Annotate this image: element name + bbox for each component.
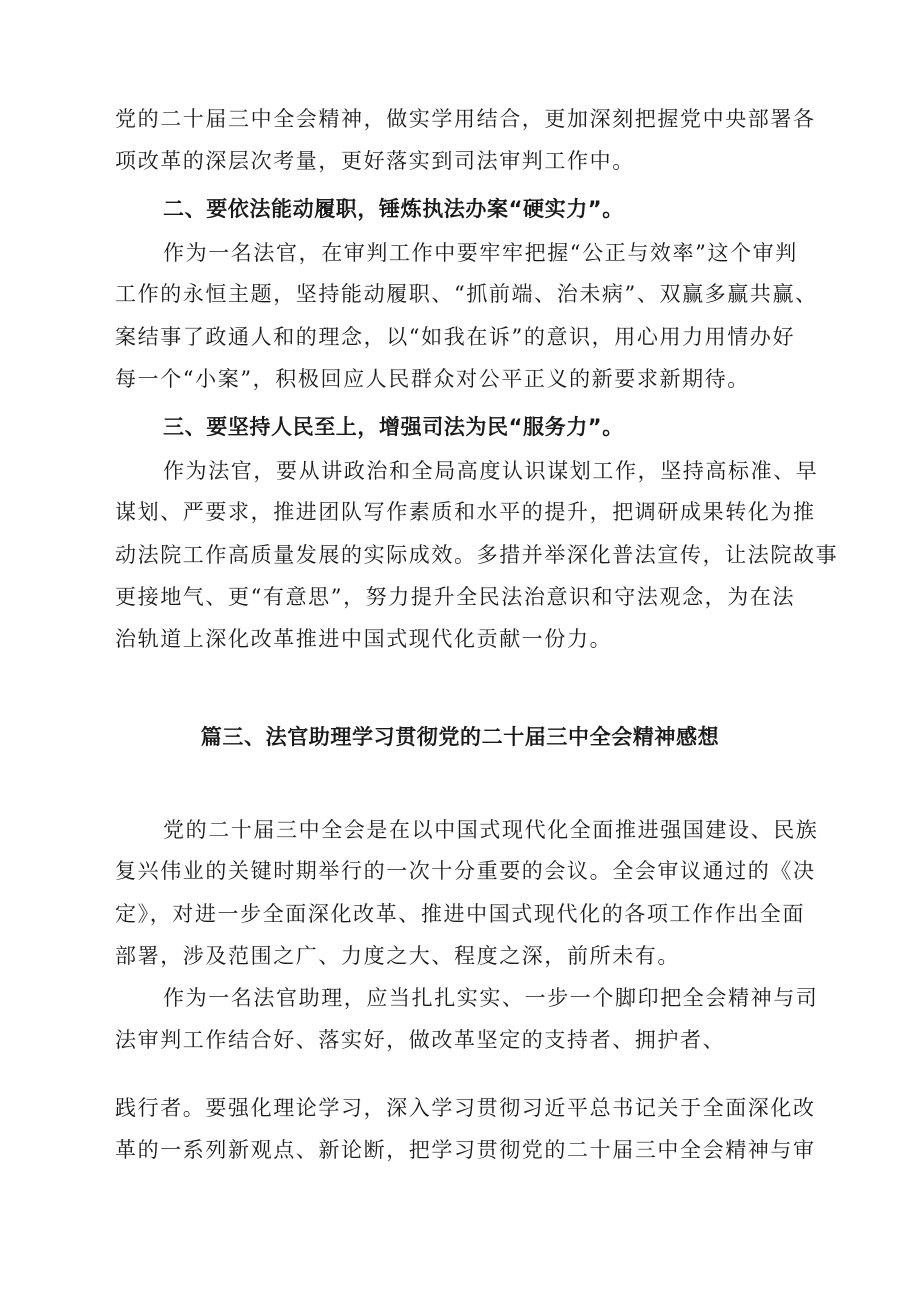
paragraph-line: 法审判工作结合好、落实好，做改革坚定的支持者、拥护者、 (115, 1028, 726, 1052)
section-title: 篇三、法官助理学习贯彻党的二十届三中全会精神感想 (200, 725, 720, 749)
paragraph-line: 治轨道上深化改革推进中国式现代化贡献一份力。 (115, 627, 613, 651)
paragraph-line: 复兴伟业的关键时期举行的一次十分重要的会议。全会审议通过的《决 (115, 859, 816, 883)
paragraph-line: 每一个“小案”，积极回应人民群众对公平正义的新要求新期待。 (115, 367, 750, 391)
paragraph-line: 项改革的深层次考量，更好落实到司法审判工作中。 (115, 149, 635, 173)
paragraph-line: 更接地气、更“有意思”，努力提升全民法治意识和守法观念，为在法 (115, 585, 796, 609)
paragraph-line: 案结事了政通人和的理念，以“如我在诉”的意识，用心用力用情办好 (115, 325, 796, 349)
paragraph-line: 党的二十届三中全会精神，做实学用结合，更加深刻把握党中央部署各 (115, 107, 816, 131)
paragraph-line: 作为一名法官，在审判工作中要牢牢把握“公正与效率”这个审判 (163, 241, 798, 265)
section-heading-3: 三、要坚持人民至上，增强司法为民“服务力”。 (163, 415, 624, 439)
paragraph-line: 工作的永恒主题，坚持能动履职、“抓前端、治未病”、双赢多赢共赢、 (115, 282, 818, 306)
section-heading-2: 二、要依法能动履职，锤炼执法办案“硬实力”。 (163, 197, 624, 221)
paragraph-line: 作为一名法官助理，应当扎扎实实、一步一个脚印把全会精神与司 (163, 986, 819, 1010)
paragraph-line: 革的一系列新观点、新论断，把学习贯彻党的二十届三中全会精神与审 (115, 1138, 816, 1162)
paragraph-line: 部署，涉及范围之广、力度之大、程度之深，前所未有。 (115, 944, 680, 968)
paragraph-line: 定》，对进一步全面深化改革、推进中国式现代化的各项工作作出全面 (115, 902, 806, 926)
paragraph-line: 党的二十届三中全会是在以中国式现代化全面推进强国建设、民族 (163, 818, 819, 842)
paragraph-line: 作为法官，要从讲政治和全局高度认识谋划工作，坚持高标准、早 (163, 459, 819, 483)
paragraph-line: 谋划、严要求，推进团队写作素质和水平的提升，把调研成果转化为推 (115, 500, 816, 524)
paragraph-line: 践行者。要强化理论学习，深入学习贯彻习近平总书记关于全面深化改 (115, 1096, 816, 1120)
paragraph-line: 动法院工作高质量发展的实际成效。多措并举深化普法宣传，让法院故事 (115, 543, 839, 567)
